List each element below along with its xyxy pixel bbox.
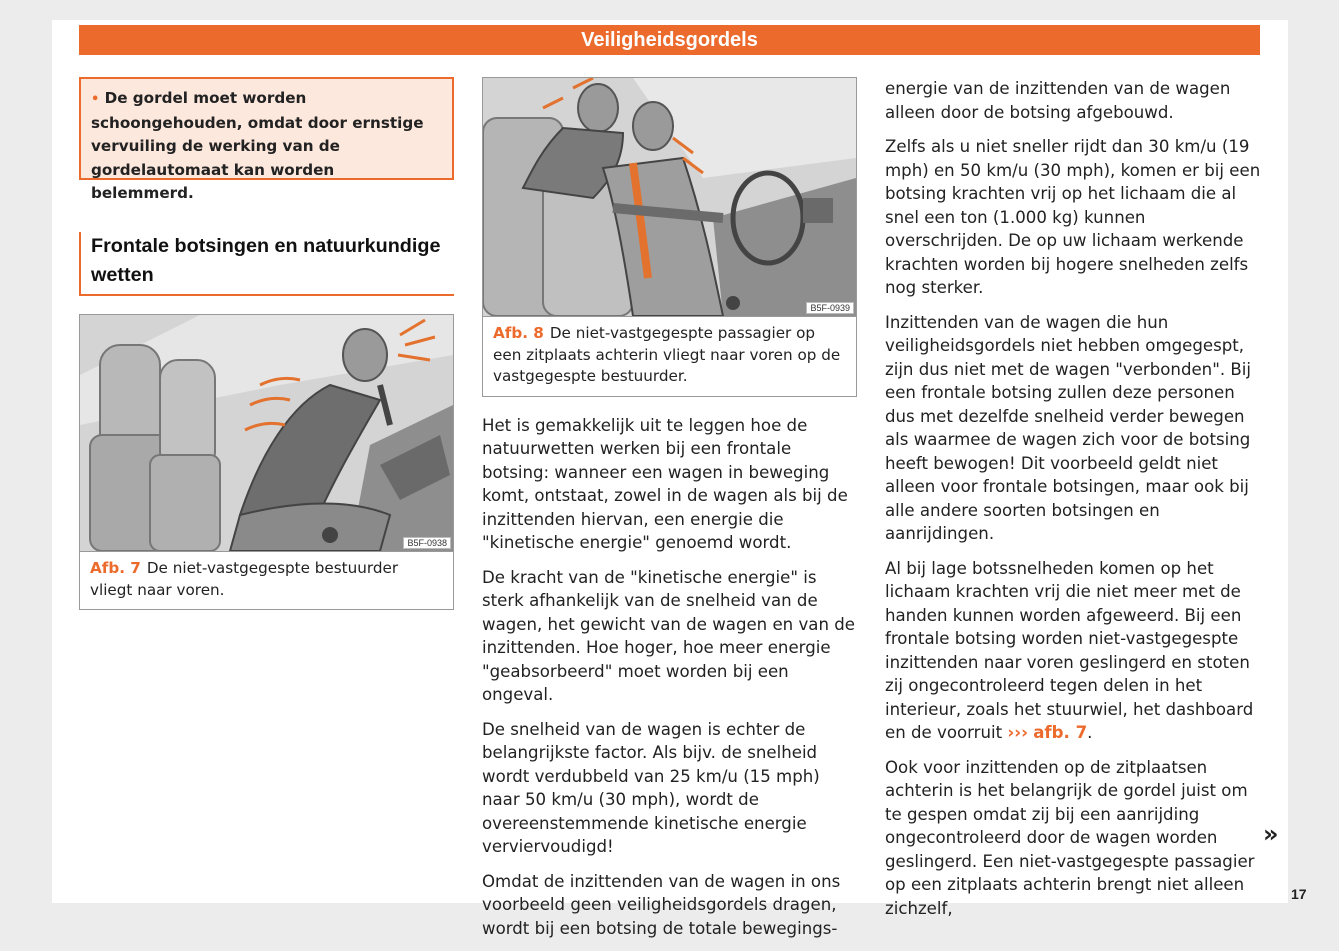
paragraph: De kracht van de "kinetische energie" is sterk afhankelijk van de snelheid van de wagen, het gewicht van de wagen en van de inzittenden. Hoe hoger, hoe meer energie "geabsorbeerd" moet worden bij een ongeval.: [482, 567, 855, 704]
body-text-middle: [482, 414, 857, 941]
paragraph: energie van de inzittenden van de wagen alleen door de botsing afgebouwd.: [885, 79, 1231, 122]
paragraph: Omdat de inzittenden van de wagen in ons voorbeeld geen veiligheidsgordels dragen, wordt bij een botsing de totale bewegings-: [482, 871, 841, 938]
figure-code: B5F-0939: [806, 302, 854, 314]
figure-label: Afb. 7: [90, 559, 141, 577]
paragraph: Ook voor inzittenden op de zitplaatsen achterin is het belangrijk de gordel juist om te gespen omdat zij bij een aanrijding ongecontroleerd door de wagen worden geslingerd. Een niet-vastgegespte passagier op een zitplaats achterin brengt niet alleen zichzelf,: [885, 757, 1255, 918]
figure-7: [79, 314, 454, 610]
paragraph-text: Al bij lage botssnelheden komen op het lichaam krachten vrij die niet meer met de handen kunnen worden afgeweerd. Bij een frontale botsing worden niet-vastgegespte inzittenden naar voren geslingerd en stoten zij ongecontroleerd tegen delen in het interieur, zoals het stuurwiel, het dashboard en de voorruit: [885, 558, 1254, 742]
reference-arrow-icon[interactable]: ›››: [1007, 723, 1028, 742]
paragraph: Het is gemakkelijk uit te leggen hoe de natuurwetten werken bij een frontale botsing: wanneer een wagen in beweging komt, ontstaat, zowel in de wagen als bij de inzittenden hiervan, een energie die "kinetische energie" genoemd wordt.: [482, 415, 848, 552]
chapter-header: [79, 25, 1260, 55]
paragraph-end: .: [1087, 723, 1093, 742]
page-number: 17: [1291, 886, 1307, 902]
figure-label: Afb. 8: [493, 324, 544, 342]
figure-8: [482, 77, 857, 397]
paragraph: De snelheid van de wagen is echter de belangrijkste factor. Als bijv. de snelheid wordt verdubbeld van 25 km/u (15 mph) naar 50 km/u (30 mph), wordt de overeenstemmende kinetische energie verviervoudigd!: [482, 719, 820, 856]
continue-icon: »: [1263, 820, 1279, 848]
section-title: Frontale botsingen en natuurkundige wetten: [79, 232, 454, 296]
paragraph: Zelfs als u niet sneller rijdt dan 30 km/u (19 mph) en 50 km/u (30 mph), komen er bij een botsing krachten vrij op het lichaam die al snel een ton (1.000 kg) kunnen overschrijden. De op uw lichaam werkende krachten worden bij hogere snelheden zelfs nog sterker.: [885, 137, 1261, 297]
figure-8-image: [483, 78, 856, 317]
column-left: [79, 77, 454, 610]
paragraph: [885, 557, 1265, 745]
figure-reference-link[interactable]: afb. 7: [1033, 723, 1088, 742]
driver-crash-illustration: [80, 315, 453, 551]
passenger-crash-illustration: [483, 78, 856, 316]
bullet-icon: •: [91, 92, 100, 107]
warning-text: De gordel moet worden schoongehouden, omdat door ernstige vervuiling de werking van de gordelautomaat kan worden belemmerd.: [91, 89, 424, 202]
chapter-title: Veiligheidsgordels: [581, 28, 758, 51]
caption-text: De niet-vastgegespte bestuurder vliegt naar voren.: [90, 559, 399, 599]
warning-box: [79, 77, 454, 202]
paragraph: Inzittenden van de wagen die hun veiligheidsgordels niet hebben omgegespt, zijn dus niet met de wagen "verbonden". Bij een frontale botsing zullen deze personen dus met dezelfde snelheid verder bewegen als waarmee de wagen zich voor de botsing heeft bewogen! Dit voorbeeld geldt niet alleen voor frontale botsingen, maar ook bij alle andere soorten botsingen en aanrijdingen.: [885, 312, 1251, 543]
figure-8-caption: [483, 317, 856, 396]
column-right: [885, 77, 1265, 931]
column-middle: [482, 77, 857, 951]
figure-code: B5F-0938: [403, 537, 451, 549]
figure-7-caption: [80, 552, 453, 609]
caption-text: De niet-vastgegespte passagier op een zitplaats achterin vliegt naar voren op de vastgegespte bestuurder.: [493, 324, 841, 385]
figure-7-image: [80, 315, 453, 552]
